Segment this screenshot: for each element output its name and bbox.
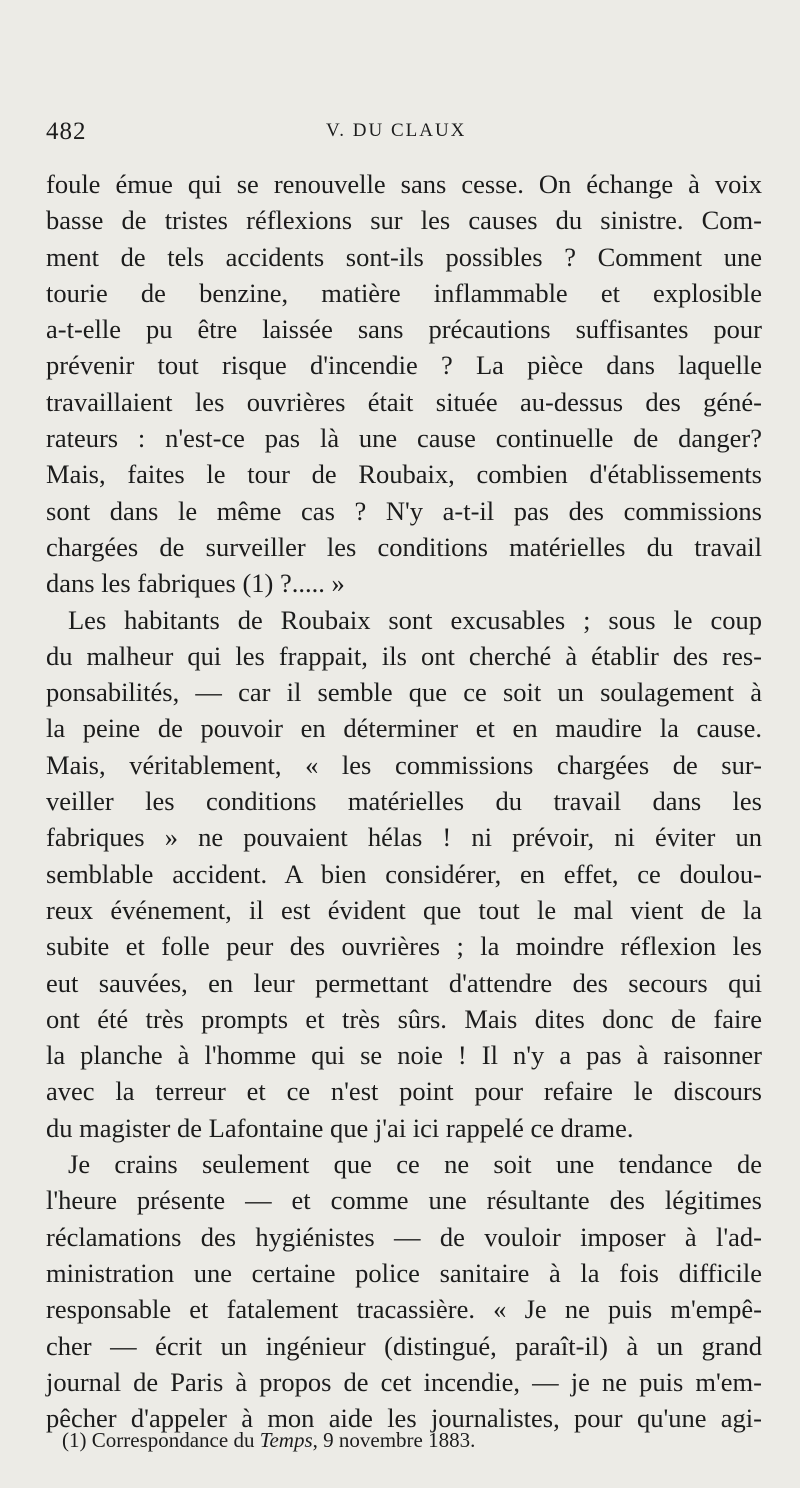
- text-line: basse de tristes réflexions sur les causes du sinistre. Com-: [46, 205, 762, 236]
- footnote-marker: (1): [62, 1428, 87, 1452]
- text-line: Je crains seulement que ce ne soit une tendance de: [68, 1149, 762, 1180]
- text-line: réclamations des hygiénistes — de vouloir imposer à l'ad-: [46, 1221, 762, 1252]
- footnote-date: , 9 novembre 1883.: [312, 1428, 476, 1452]
- body-text: [46, 166, 762, 1436]
- text-line: avec la terreur et ce n'est point pour refaire le discours: [46, 1076, 762, 1107]
- page-number: 482: [46, 118, 87, 145]
- text-line: subite et folle peur des ouvrières ; la moindre réflexion les: [46, 931, 762, 962]
- text-line: Mais, faites le tour de Roubaix, combien d'établissements: [46, 459, 762, 490]
- page-header: [46, 118, 760, 152]
- text-line: rateurs : n'est-ce pas là une cause continuelle de danger?: [46, 423, 762, 454]
- text-line: pêcher d'appeler à mon aide les journalistes, pour qu'une agi-: [46, 1403, 762, 1434]
- text-line: l'heure présente — et comme une résultante des légitimes: [46, 1185, 762, 1216]
- text-line: eut sauvées, en leur permettant d'attendre des secours qui: [46, 967, 762, 998]
- text-line: prévenir tout risque d'incendie ? La pièce dans laquelle: [46, 350, 762, 381]
- text-line: la planche à l'homme qui se noie ! Il n'y a pas à raisonner: [46, 1040, 762, 1071]
- text-line: a-t-elle pu être laissée sans précautions suffisantes pour: [46, 314, 762, 345]
- text-line: ministration une certaine police sanitaire à la fois difficile: [46, 1257, 762, 1288]
- text-line: chargées de surveiller les conditions matérielles du travail: [46, 531, 762, 562]
- footnote: [62, 1428, 475, 1453]
- text-line: la peine de pouvoir en déterminer et en maudire la cause.: [46, 713, 762, 744]
- text-line: reux événement, il est évident que tout le mal vient de la: [46, 894, 762, 925]
- text-line: fabriques » ne pouvaient hélas ! ni prévoir, ni éviter un: [46, 822, 762, 853]
- text-line: ont été très prompts et très sûrs. Mais dites donc de faire: [46, 1003, 762, 1034]
- text-line: veiller les conditions matérielles du travail dans les: [46, 786, 762, 817]
- text-line: semblable accident. A bien considérer, en effet, ce doulou-: [46, 858, 762, 889]
- text-line: travaillaient les ouvrières était située au-dessus des géné-: [46, 386, 762, 417]
- text-line: dans les fabriques (1) ?..... »: [46, 568, 345, 599]
- text-line: du malheur qui les frappait, ils ont cherché à établir des res-: [46, 640, 762, 671]
- text-line: sont dans le même cas ? N'y a-t-il pas des commissions: [46, 495, 762, 526]
- text-line: journal de Paris à propos de cet incendie, — je ne puis m'em-: [46, 1366, 762, 1397]
- text-line: responsable et fatalement tracassière. « Je ne puis m'empê-: [46, 1294, 762, 1325]
- text-line: ponsabilités, — car il semble que ce soit un soulagement à: [46, 677, 762, 708]
- text-line: Les habitants de Roubaix sont excusables ; sous le coup: [68, 604, 762, 635]
- running-title: V. DU CLAUX: [326, 120, 467, 141]
- text-line: ment de tels accidents sont-ils possibles ? Comment une: [46, 241, 762, 272]
- footnote-text: Correspondance du: [91, 1428, 255, 1452]
- text-line: du magister de Lafontaine que j'ai ici rappelé ce drame.: [46, 1112, 634, 1143]
- footnote-italic-title: Temps: [259, 1428, 313, 1452]
- text-line: Mais, véritablement, « les commissions chargées de sur-: [46, 749, 762, 780]
- text-line: foule émue qui se renouvelle sans cesse. On échange à voix: [46, 169, 762, 199]
- text-line: tourie de benzine, matière inflammable et explosible: [46, 277, 762, 308]
- text-line: cher — écrit un ingénieur (distingué, paraît-il) à un grand: [46, 1330, 762, 1361]
